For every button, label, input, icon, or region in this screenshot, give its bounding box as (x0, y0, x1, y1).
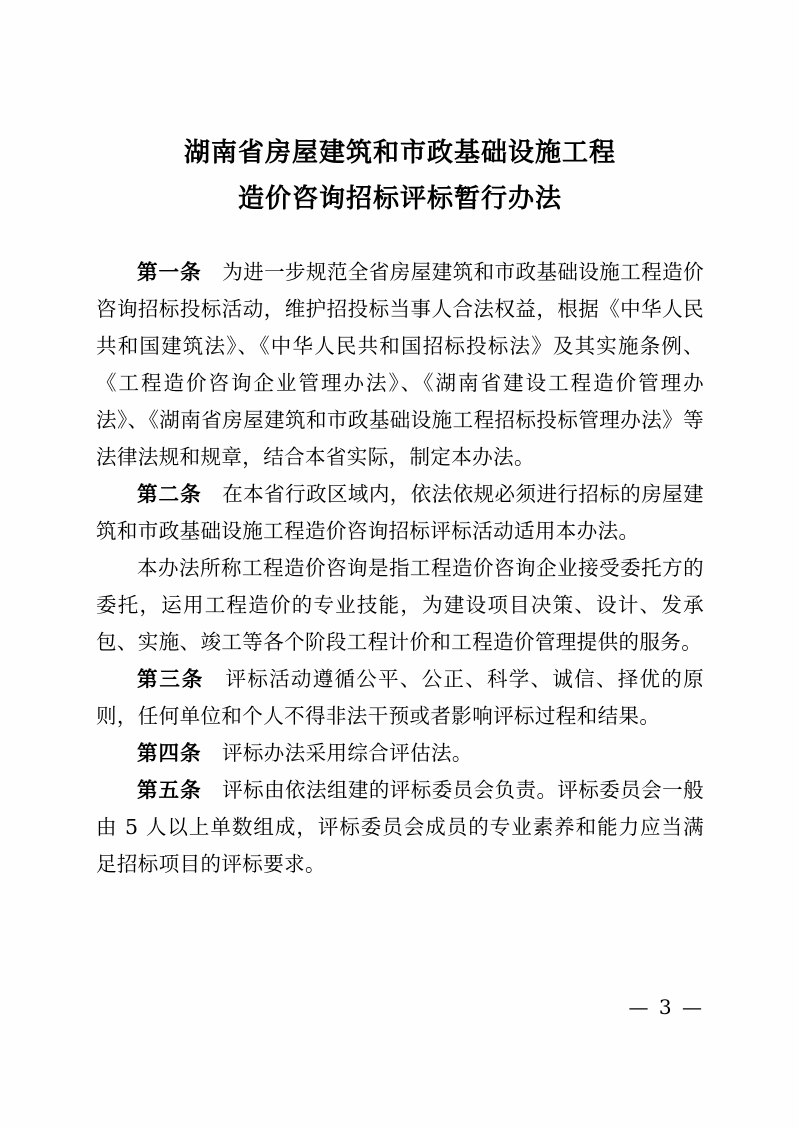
article-label-5: 第五条 (137, 778, 202, 802)
paragraph-article-4 (96, 735, 704, 772)
article-label-4: 第四条 (137, 741, 202, 765)
paragraph-definition (96, 550, 704, 661)
article-text-3: 评标活动遵循公平、公正、科学、诚信、择优的原则，任何单位和个人不得非法干预或者影响评标过程和结果。 (96, 667, 704, 728)
article-text-5: 评标由依法组建的评标委员会负责。评标委员会一般由 5 人以上单数组成，评标委员会成员的专业素养和能力应当满足招标项目的评标要求。 (96, 778, 705, 876)
document-body (96, 254, 704, 883)
page-title-line-2: 造价咨询招标评标暂行办法 (237, 184, 562, 214)
document-content (96, 130, 704, 883)
page-number: — 3 — (628, 995, 704, 1019)
article-label-1: 第一条 (137, 260, 202, 284)
article-text-2: 在本省行政区域内，依法依规必须进行招标的房屋建筑和市政基础设施工程造价咨询招标评标活动适用本办法。 (96, 482, 705, 543)
definition-text: 本办法所称工程造价咨询是指工程造价咨询企业接受委托方的委托，运用工程造价的专业技能，为建设项目决策、设计、发承包、实施、竣工等各个阶段工程计价和工程造价管理提供的服务。 (96, 556, 704, 654)
article-label-2: 第二条 (137, 482, 202, 506)
article-label-3: 第三条 (137, 667, 205, 691)
paragraph-article-5 (96, 772, 704, 883)
page-title-line-1: 湖南省房屋建筑和市政基础设施工程 (183, 138, 616, 168)
article-text-4: 评标办法采用综合评估法。 (222, 741, 473, 765)
paragraph-article-3 (96, 661, 704, 735)
article-text-1: 为进一步规范全省房屋建筑和市政基础设施工程造价咨询招标投标活动，维护招投标当事人合法权益，根据《中华人民共和国建筑法》、《中华人民共和国招标投标法》及其实施条例、《工程造价咨询企业管理办法》、《湖南省建设工程造价管理办法》、《湖南省房屋建筑和市政基础设施工程招标投标管理办法》等法律法规和规章，结合本省实际，制定本办法。 (96, 260, 705, 469)
page-title (96, 130, 704, 222)
paragraph-article-2 (96, 476, 704, 550)
paragraph-article-1 (96, 254, 704, 476)
